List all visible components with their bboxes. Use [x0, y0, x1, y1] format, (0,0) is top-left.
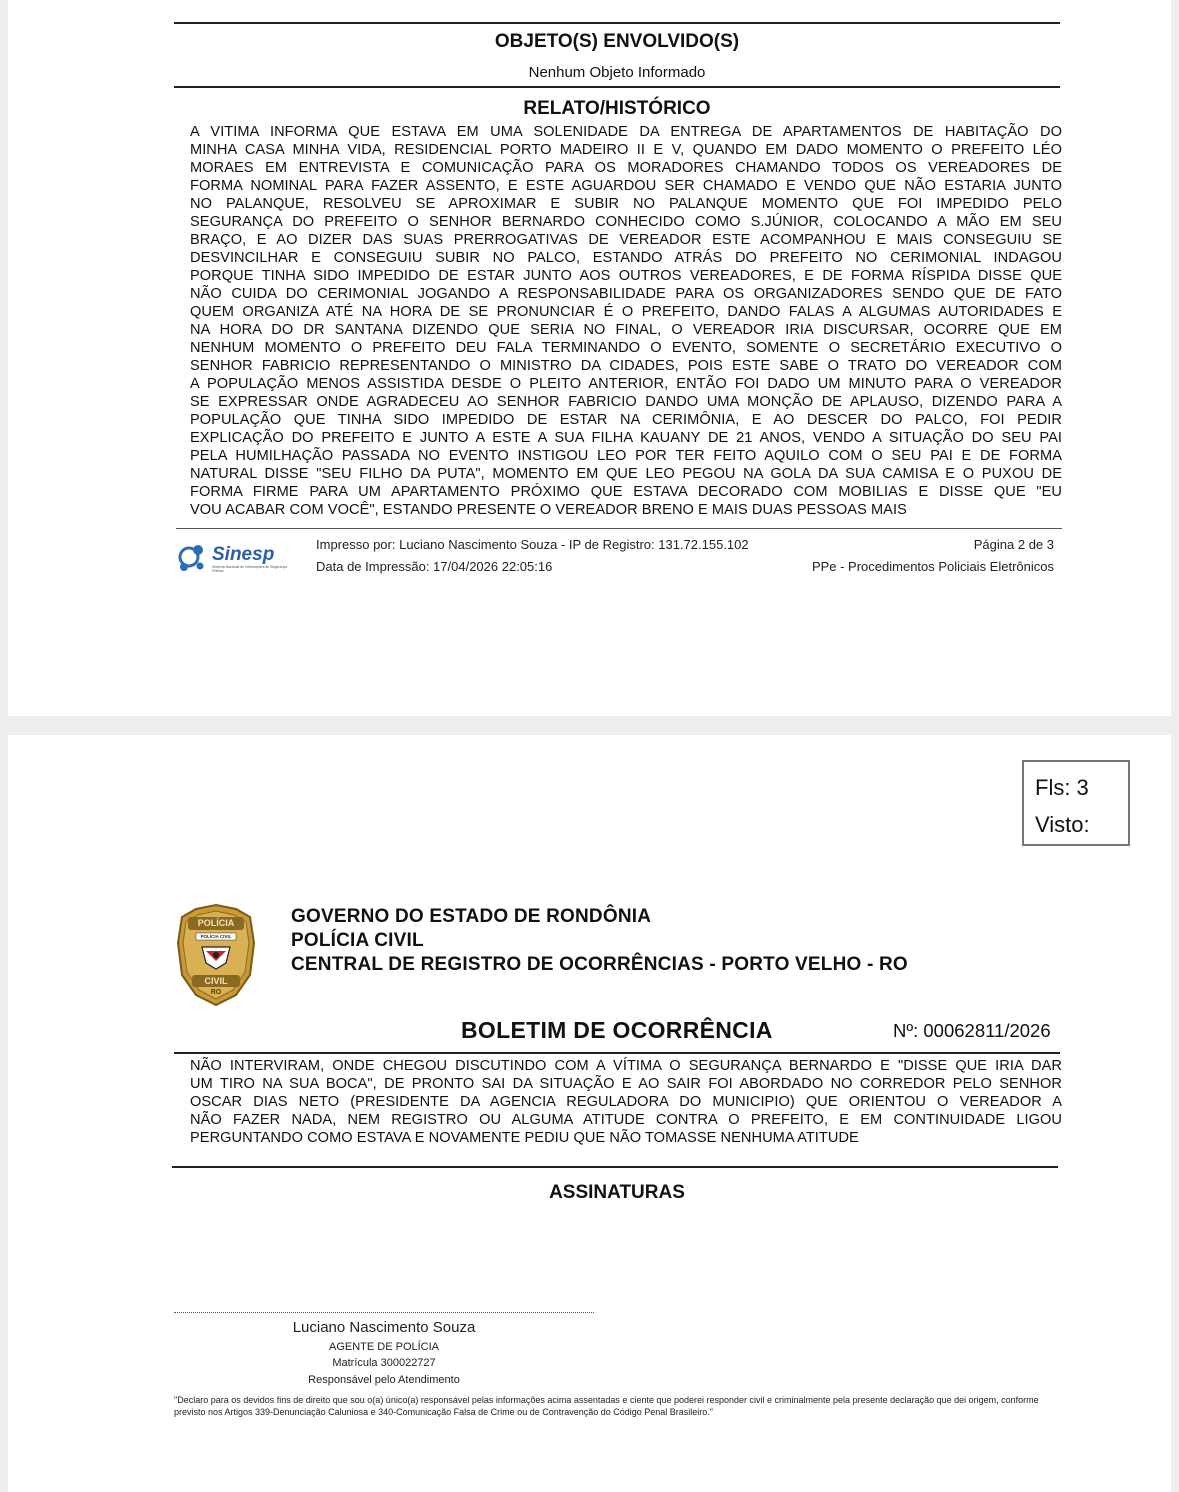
text-line: SENHOR FABRICIO REPRESENTANDO O MINISTRO DA CIDADES, POIS ESTE SABE O TRATO DO VEREADOR COM	[190, 358, 1062, 374]
divider	[174, 86, 1060, 88]
relato-title: RELATO/HISTÓRICO	[523, 98, 711, 119]
text-line: FORMA NOMINAL PARA FAZER ASSENTO, E ESTE AGUARDOU SER CHAMADO E VENDO QUE NÃO ESTARIA JUNTO	[190, 178, 1062, 194]
badge-state-text: RO	[210, 989, 222, 996]
sinesp-logo	[178, 540, 290, 576]
visto-label: Visto:	[1035, 812, 1090, 837]
text-line: QUEM ORGANIZA ATÉ NA HORA DE SE PRONUNCIAR É O PREFEITO, DANDO FALAS A ALGUMAS AUTORIDADES E	[190, 304, 1062, 320]
bo-title: BOLETIM DE OCORRÊNCIA	[461, 1017, 773, 1043]
text-line: FORMA FIRME PARA UM APARTAMENTO PRÓXIMO QUE ESTAVA DECORADO COM MOBILIAS E DISSE QUE "EU	[190, 484, 1062, 500]
signer-name: Luciano Nascimento Souza	[292, 1319, 476, 1336]
document-page-3	[8, 735, 1171, 1492]
system-name: PPe - Procedimentos Policiais Eletrônicos	[811, 559, 1054, 574]
text-line: PERGUNTANDO COMO ESTAVA E NOVAMENTE PEDIU QUE NÃO TOMASSE NENHUMA ATITUDE	[190, 1130, 859, 1146]
text-line: A VITIMA INFORMA QUE ESTAVA EM UMA SOLENIDADE DA ENTREGA DE APARTAMENTOS DE HABITAÇÃO DO	[190, 124, 1062, 140]
divider	[174, 1052, 1060, 1054]
text-line: NA HORA DO DR SANTANA DIZENDO QUE SERIA NO FINAL, O VEREADOR IRIA DISCURSAR, OCORRE QUE EM	[190, 322, 1062, 338]
signer-role: AGENTE DE POLÍCIA	[328, 1341, 440, 1353]
sinesp-logo-text: Sinesp	[212, 544, 275, 565]
objetos-value: Nenhum Objeto Informado	[528, 64, 706, 81]
text-line: BRAÇO, E AO DIZER DAS SUAS PRERROGATIVAS DE VEREADOR ESTE ACOMPANHOU E MAIS CONSEGUIU SE	[190, 232, 1062, 248]
signature-line	[174, 1312, 594, 1313]
text-line: A POPULAÇÃO MENOS ASSISTIDA DESDE O PLEITO ANTERIOR, ENTÃO FOI DADO UM MINUTO PARA O VEREADOR	[190, 376, 1062, 392]
text-line: UM TIRO NA SUA BOCA", DE PRONTO SAI DA SITUAÇÃO E AO SAIR FOI ABORDADO NO CORREDOR PELO SENHOR	[190, 1076, 1062, 1092]
text-line: POPULAÇÃO QUE TINHA SIDO IMPEDIDO DE ESTAR NA CERIMÔNIA, E AO DESCER DO PALCO, FOI PEDIR	[190, 412, 1062, 428]
divider	[172, 1166, 1058, 1168]
objetos-title: OBJETO(S) ENVOLVIDO(S)	[494, 31, 740, 52]
badge-mid-text: POLÍCIA CIVIL	[200, 934, 232, 939]
text-line: OSCAR DIAS NETO (PRESIDENTE DA AGENCIA REGULADORA DO MUNICIPIO) QUE ORIENTOU O VEREADOR A	[190, 1094, 1062, 1110]
police-badge	[174, 903, 258, 1007]
gov-line-3: CENTRAL DE REGISTRO DE OCORRÊNCIAS - PORTO VELHO - RO	[291, 954, 908, 975]
relato-text	[190, 123, 1062, 519]
assinaturas-title: ASSINATURAS	[549, 1182, 685, 1203]
bo-number: Nº: 00062811/2026	[893, 1020, 1051, 1041]
text-line: MORAES EM ENTREVISTA E COMUNICAÇÃO PARA OS MORADORES CHAMANDO TODOS OS VEREADORES DE	[190, 160, 1062, 176]
text-line: EXPLICAÇÃO DO PREFEITO E JUNTO A ESTE A SUA FILHA KAUANY DE 21 ANOS, VENDO A SITUAÇÃO DO SEU PAI	[190, 430, 1062, 446]
print-date: Data de Impressão: 17/04/2026 22:05:16	[316, 559, 553, 574]
relato-continuation-text	[190, 1057, 1062, 1147]
gov-line-2: POLÍCIA CIVIL	[291, 930, 424, 951]
gov-line-1: GOVERNO DO ESTADO DE RONDÔNIA	[291, 906, 652, 927]
divider	[174, 22, 1060, 24]
text-line: PORQUE TINHA SIDO IMPEDIDO DE ESTAR JUNTO AOS OUTROS VEREADORES, E DE FORMA RÍSPIDA DISSE QUE	[190, 268, 1062, 284]
text-line: NENHUM MOMENTO O PREFEITO DEU FALA TERMINANDO O EVENTO, SOMENTE O SECRETÁRIO EXECUTIVO O	[190, 340, 1062, 356]
badge-top-text: POLÍCIA	[197, 918, 235, 928]
footer-divider	[176, 528, 1062, 529]
badge-bottom-text: CIVIL	[204, 976, 228, 986]
document-page-2	[8, 0, 1171, 716]
text-line: NATURAL DISSE "SEU FILHO DA PUTA", MOMENTO EM QUE LEO PEGOU NA GOLA DA SUA CAMISA E O PUXOU DE	[190, 466, 1062, 482]
text-line: DESVINCILHAR E CONSEGUIU SUBIR NO PALCO, ESTANDO ATRÁS DO PREFEITO NO CERIMONIAL INDAGOU	[190, 250, 1062, 266]
text-line: SEGURANÇA DO PREFEITO O SENHOR BERNARDO CONHECIDO COMO S.JÚNIOR, COLOCANDO A MÃO EM SEU	[190, 214, 1062, 230]
fls-label: Fls: 3	[1035, 775, 1089, 800]
text-line: VOU ACABAR COM VOCÊ", ESTANDO PRESENTE O VEREADOR BRENO E MAIS DUAS PESSOAS MAIS	[190, 502, 907, 518]
page-number: Página 2 de 3	[973, 537, 1054, 552]
fls-box	[1022, 760, 1130, 846]
text-line: NÃO FAZER NADA, NEM REGISTRO OU ALGUMA ATITUDE CONTRA O PREFEITO, E EM CONTINUIDADE LIGOU	[190, 1112, 1062, 1128]
text-line: MINHA CASA MINHA VIDA, RESIDENCIAL PORTO MADEIRO II E V, QUANDO EM DADO MOMENTO O PREFEITO LÉO	[190, 142, 1062, 158]
text-line: NÃO INTERVIRAM, ONDE CHEGOU DISCUTINDO COM A VÍTIMA O SEGURANÇA BERNARDO E "DISSE QUE IRIA DAR	[190, 1058, 1062, 1074]
signer-matricula: Matrícula 300022727	[332, 1357, 436, 1369]
signer-responsible: Responsável pelo Atendimento	[308, 1374, 460, 1386]
declaration-text: "Declaro para os devidos fins de direito que sou o(a) único(a) responsável pelas informações acima assentadas e ciente que poderei responder civil e criminalmente pela presente declaração que dei origem, conforme previsto nos Artigos 339-Denunciação Caluniosa e 340-Comunicação Falsa de Crime ou de Contravenção do Código Penal Brasileiro."	[174, 1395, 1039, 1417]
sinesp-logo-subtext: Sistema Nacional de Informações de Segurança Pública	[212, 565, 288, 573]
text-line: PELA HUMILHAÇÃO PASSADA NO EVENTO INSTIGOU LEO POR TER FEITO AQUILO COM O SEU PAI E DE FORMA	[190, 448, 1062, 464]
printed-by: Impresso por: Luciano Nascimento Souza - IP de Registro: 131.72.155.102	[316, 537, 749, 552]
text-line: SE EXPRESSAR ONDE AGRADECEU AO SENHOR FABRICIO DANDO UMA MONÇÃO DE APLAUSO, DIZENDO PARA A	[190, 394, 1062, 410]
text-line: NO PALANQUE, RESOLVEU SE APROXIMAR E SUBIR NO PALANQUE MOMENTO QUE FOI IMPEDIDO PELO	[190, 196, 1062, 212]
text-line: NÃO CUIDA DO CERIMONIAL JOGANDO A RESPONSABILIDADE PARA OS ORGANIZADORES SENDO QUE DE FATO	[190, 286, 1062, 302]
